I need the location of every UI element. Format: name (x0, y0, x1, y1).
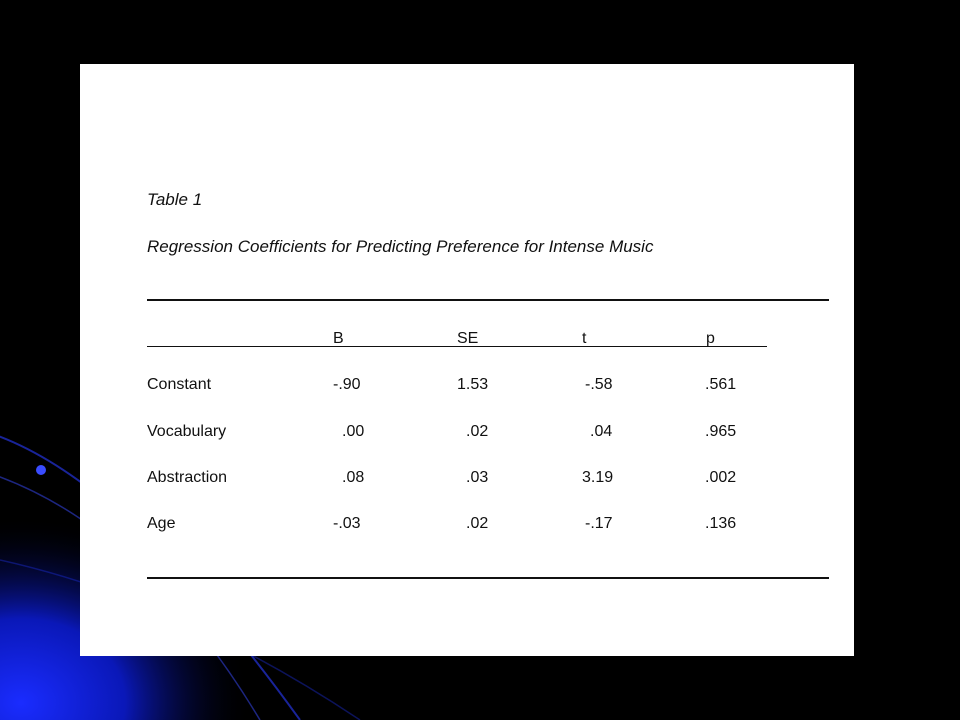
cell-abstraction-se: .03 (466, 469, 489, 486)
cell-constant-se: 1.53 (457, 376, 489, 393)
cell-vocabulary-b: .00 (342, 423, 365, 440)
row-label-abstraction: Abstraction (147, 469, 228, 486)
row-label-vocabulary: Vocabulary (147, 423, 227, 440)
cell-constant-t: -.58 (585, 376, 613, 393)
table-header-rule (147, 346, 767, 347)
row-label-constant: Constant (147, 376, 212, 393)
cell-vocabulary-p: .965 (705, 423, 737, 440)
row-label-age: Age (147, 515, 176, 532)
table-bottom-rule (147, 577, 829, 579)
cell-abstraction-p: .002 (705, 469, 737, 486)
cell-constant-p: .561 (705, 376, 737, 393)
column-header-p: p (706, 330, 715, 347)
table-number: Table 1 (147, 190, 203, 209)
cell-abstraction-t: 3.19 (582, 469, 614, 486)
cell-abstraction-b: .08 (342, 469, 365, 486)
table-caption: Regression Coefficients for Predicting Preference for Intense Music (147, 237, 654, 256)
column-header-t: t (582, 330, 587, 347)
cell-constant-b: -.90 (333, 376, 361, 393)
cell-age-se: .02 (466, 515, 489, 532)
decorative-dot (36, 465, 46, 475)
cell-vocabulary-se: .02 (466, 423, 489, 440)
table-card (80, 64, 854, 656)
column-header-se: SE (457, 330, 479, 347)
column-header-b: B (333, 330, 344, 347)
cell-vocabulary-t: .04 (590, 423, 613, 440)
cell-age-b: -.03 (333, 515, 361, 532)
table-top-rule (147, 299, 829, 301)
cell-age-t: -.17 (585, 515, 613, 532)
cell-age-p: .136 (705, 515, 737, 532)
